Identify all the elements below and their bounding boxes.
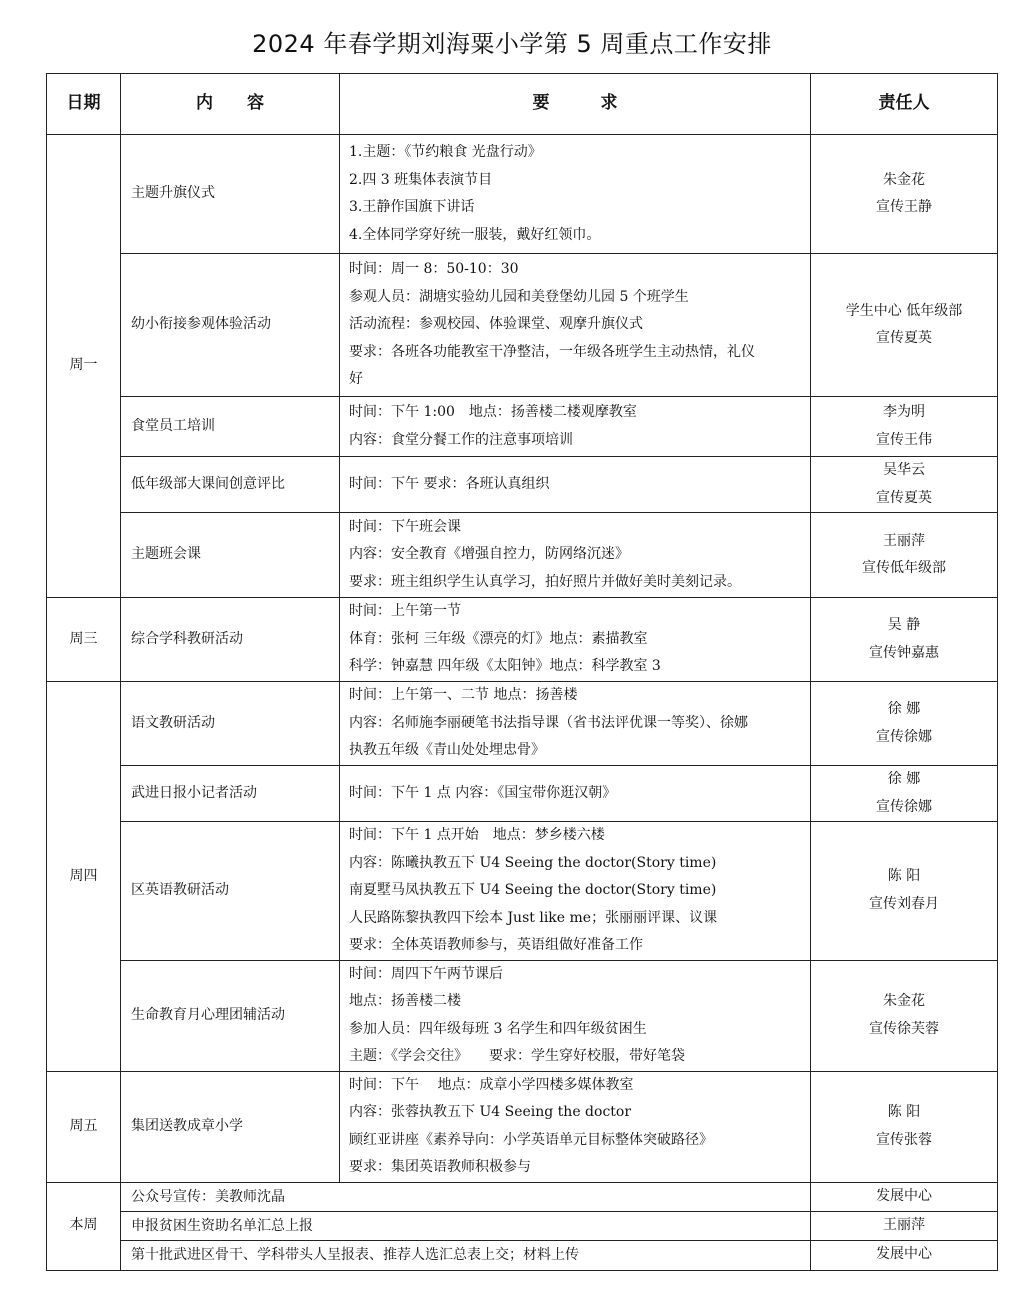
- owner-line: 宣传刘春月: [869, 895, 939, 912]
- requirement-cell: [340, 135, 811, 254]
- owner-line: 宣传夏英: [876, 489, 932, 506]
- requirement-line: 时间：上午第一、二节 地点：扬善楼: [349, 687, 578, 704]
- requirement-line: 4.全体同学穿好统一服装，戴好红领巾。: [349, 226, 601, 243]
- content-cell: 食堂员工培训: [121, 397, 340, 457]
- requirement-line: 内容：名师施李丽硬笔书法指导课（省书法评优课一等奖）、徐娜: [349, 714, 748, 731]
- requirement-line: 时间：下午 1 点开始 地点：梦乡楼六楼: [349, 827, 605, 843]
- note-cell: 申报贫困生资助名单汇总上报: [121, 1211, 811, 1240]
- requirement-line: 时间：下午 地点：成章小学四楼多媒体教室: [349, 1076, 634, 1093]
- schedule-table: [46, 73, 998, 1271]
- note-cell: 公众号宣传：美教师沈晶: [121, 1182, 811, 1211]
- requirement-line: 时间：下午 1:00 地点：扬善楼二楼观摩教室: [349, 404, 637, 420]
- table-row: [47, 682, 998, 766]
- content-cell: 集团送教成章小学: [121, 1071, 340, 1182]
- owner-cell: [811, 397, 998, 457]
- owner-line: 学生中心 低年级部: [845, 302, 963, 319]
- day-cell-fri: 周五: [47, 1071, 121, 1182]
- table-row: [47, 1182, 998, 1211]
- owner-line: 宣传王静: [876, 199, 932, 215]
- header-requirement: 要 求: [340, 74, 811, 135]
- content-cell: 低年级部大课间创意评比: [121, 457, 340, 513]
- content-cell: 主题班会课: [121, 513, 340, 598]
- owner-line: 宣传钟嘉惠: [869, 644, 939, 661]
- table-row: [47, 397, 998, 457]
- requirement-cell: [340, 457, 811, 513]
- note-cell: 第十批武进区骨干、学科带头人呈报表、推荐人选汇总表上交；材料上传: [121, 1240, 811, 1270]
- requirement-line: 时间：下午班会课: [349, 518, 461, 535]
- day-cell-thu: 周四: [47, 682, 121, 1072]
- requirement-line: 活动流程：参观校园、体验课堂、观摩升旗仪式: [349, 316, 643, 333]
- table-row: [47, 1240, 998, 1270]
- requirement-cell: [340, 766, 811, 822]
- requirement-line: 要求：班主组织学生认真学习，拍好照片并做好美时美刻记录。: [349, 573, 741, 590]
- requirement-cell: [340, 822, 811, 961]
- table-row: [47, 513, 998, 598]
- owner-cell: 王丽萍: [811, 1211, 998, 1240]
- table-row: [47, 135, 998, 254]
- owner-cell: [811, 960, 998, 1071]
- owner-line: 吴华云: [883, 462, 925, 478]
- requirement-line: 参加人员：四年级每班 3 名学生和四年级贫困生: [349, 1020, 647, 1037]
- page-title: 2024 年春学期刘海粟小学第 5 周重点工作安排: [252, 30, 772, 58]
- requirement-cell: [340, 598, 811, 682]
- requirement-line: 3.王静作国旗下讲话: [349, 199, 475, 215]
- requirement-line: 内容：陈曦执教五下 U4 Seeing the doctor(Story time): [349, 854, 717, 871]
- owner-cell: [811, 1071, 998, 1182]
- content-cell: 语文教研活动: [121, 682, 340, 766]
- owner-cell: [811, 135, 998, 254]
- owner-line: 宣传徐芙蓉: [869, 1020, 939, 1037]
- requirement-line: 地点：扬善楼二楼: [349, 993, 461, 1009]
- owner-cell: 发展中心: [811, 1240, 998, 1270]
- owner-cell: [811, 598, 998, 682]
- owner-line: 宣传徐娜: [876, 798, 932, 815]
- owner-line: 宣传王伟: [876, 431, 932, 448]
- day-cell-week: 本周: [47, 1182, 121, 1270]
- owner-line: 宣传张蓉: [876, 1131, 932, 1148]
- requirement-cell: [340, 960, 811, 1071]
- owner-line: 朱金花: [883, 993, 925, 1009]
- requirement-line: 主题：《学会交往》 要求：学生穿好校服，带好笔袋: [349, 1048, 685, 1064]
- owner-cell: [811, 682, 998, 766]
- requirement-line: 2.四 3 班集体表演节目: [349, 171, 493, 188]
- day-cell-wed: 周三: [47, 598, 121, 682]
- table-row: [47, 960, 998, 1071]
- requirement-line: 内容：张蓉执教五下 U4 Seeing the doctor: [349, 1104, 632, 1120]
- owner-cell: [811, 254, 998, 397]
- header-date: 日期: [47, 74, 121, 135]
- owner-line: 吴 静: [887, 617, 921, 633]
- requirement-cell: [340, 682, 811, 766]
- requirement-line: 内容：食堂分餐工作的注意事项培训: [349, 431, 573, 448]
- header-content: 内 容: [121, 74, 340, 135]
- requirement-line: 顾红亚讲座《素养导向：小学英语单元目标整体突破路径》: [349, 1131, 713, 1148]
- requirement-line: 体育：张柯 三年级《漂亮的灯》地点：素描教室: [349, 630, 648, 647]
- requirement-line: 内容：安全教育《增强自控力，防网络沉迷》: [349, 546, 629, 563]
- owner-line: 陈 阳: [887, 868, 921, 885]
- requirement-cell: [340, 254, 811, 397]
- requirement-line: 南夏墅马凤执教五下 U4 Seeing the doctor(Story time): [349, 882, 717, 898]
- requirement-cell: [340, 397, 811, 457]
- owner-line: 宣传低年级部: [862, 560, 946, 576]
- owner-line: 李为明: [883, 404, 925, 420]
- owner-line: 徐 娜: [887, 701, 921, 717]
- requirement-line: 参观人员：湖塘实验幼儿园和美登堡幼儿园 5 个班学生: [349, 288, 689, 305]
- requirement-line: 要求：集团英语教师积极参与: [349, 1159, 531, 1175]
- requirement-cell: [340, 1071, 811, 1182]
- owner-line: 宣传夏英: [876, 330, 932, 346]
- requirement-line: 人民路陈黎执教四下绘本 Just like me；张丽丽评课、议课: [349, 909, 718, 926]
- requirement-line: 时间：上午第一节: [349, 603, 461, 620]
- content-cell: 生命教育月心理团辅活动: [121, 960, 340, 1071]
- content-cell: 综合学科教研活动: [121, 598, 340, 682]
- table-row: [47, 254, 998, 397]
- owner-line: 陈 阳: [887, 1104, 921, 1120]
- content-cell: 武进日报小记者活动: [121, 766, 340, 822]
- content-cell: 幼小衔接参观体验活动: [121, 254, 340, 397]
- owner-cell: 发展中心: [811, 1182, 998, 1211]
- owner-line: 朱金花: [883, 171, 925, 188]
- header-row: [47, 74, 998, 135]
- requirement-line: 执教五年级《青山处处埋忠骨》: [349, 742, 545, 759]
- requirement-line: 1.主题：《节约粮食 光盘行动》: [349, 144, 542, 160]
- table-row: [47, 457, 998, 513]
- content-cell: 区英语教研活动: [121, 822, 340, 961]
- owner-line: 宣传徐娜: [876, 728, 932, 745]
- owner-cell: [811, 457, 998, 513]
- table-row: [47, 598, 998, 682]
- owner-cell: [811, 513, 998, 598]
- table-row: [47, 766, 998, 822]
- day-cell-mon: 周一: [47, 135, 121, 598]
- requirement-line: 时间：周四下午两节课后: [349, 965, 503, 982]
- table-row: [47, 1211, 998, 1240]
- requirement-line: 科学：钟嘉慧 四年级《太阳钟》地点：科学教室 3: [349, 658, 661, 675]
- requirement-line: 时间：下午 要求：各班认真组织: [349, 475, 550, 492]
- table-row: [47, 1071, 998, 1182]
- owner-cell: [811, 822, 998, 961]
- table-row: [47, 822, 998, 961]
- requirement-line: 要求：全体英语教师参与，英语组做好准备工作: [349, 937, 643, 953]
- requirement-line: 好: [349, 371, 363, 388]
- header-owner: 责任人: [811, 74, 998, 135]
- owner-cell: [811, 766, 998, 822]
- owner-line: 徐 娜: [887, 771, 921, 787]
- requirement-line: 要求：各班各功能教室干净整洁，一年级各班学生主动热情，礼仪: [349, 343, 755, 360]
- owner-line: 王丽萍: [883, 532, 925, 549]
- requirement-line: 时间：周一 8：50-10：30: [349, 261, 519, 278]
- content-cell: 主题升旗仪式: [121, 135, 340, 254]
- requirement-line: 时间：下午 1 点 内容：《国宝带你逛汉朝》: [349, 784, 617, 801]
- requirement-cell: [340, 513, 811, 598]
